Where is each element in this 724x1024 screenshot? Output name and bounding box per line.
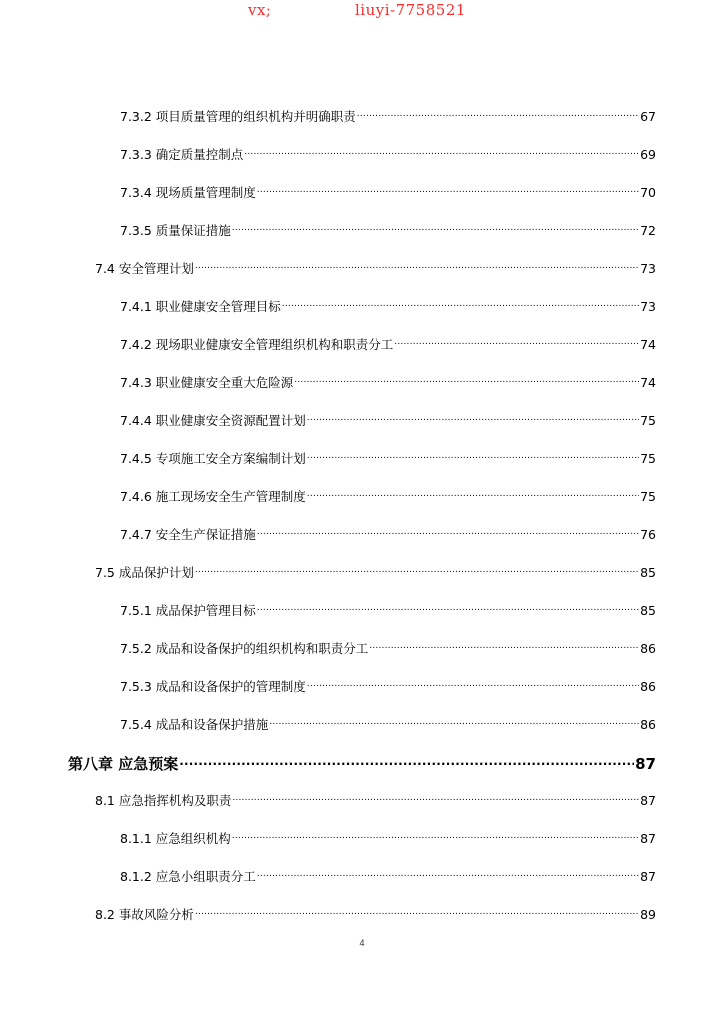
toc-dot-leader [179,749,634,769]
toc-entry-page: 72 [640,223,656,238]
toc-entry-page: 86 [640,641,656,656]
toc-entry-title: 7.4.3 职业健康安全重大危险源 [120,375,294,390]
toc-entry[interactable] [120,827,656,847]
toc-entry-page: 87 [640,831,656,846]
toc-entry[interactable] [120,143,656,163]
toc-entry[interactable] [120,219,656,239]
toc-entry-title: 7.4.5 专项施工安全方案编制计划 [120,451,306,466]
toc-entry-page: 75 [640,413,656,428]
toc-entry-page: 69 [640,147,656,162]
toc-entry-title: 7.5 成品保护计划 [95,565,194,580]
toc-entry-page: 75 [640,451,656,466]
toc-entry[interactable] [120,447,656,467]
toc-entry[interactable] [120,713,656,733]
toc-entry-page: 70 [640,185,656,200]
toc-entry-title: 第八章 应急预案 [68,755,179,773]
toc-entry-title: 7.4.7 安全生产保证措施 [120,527,256,542]
toc-entry[interactable] [120,599,656,619]
toc-entry-title: 8.1.1 应急组织机构 [120,831,231,846]
toc-dot-leader [195,257,639,273]
toc-dot-leader [257,181,639,197]
toc-dot-leader [195,561,639,577]
toc-entry-title: 8.2 事故风险分析 [95,907,194,922]
toc-dot-leader [294,371,639,387]
toc-entry[interactable] [95,903,656,923]
toc-entry[interactable] [95,789,656,809]
toc-entry-page: 86 [640,679,656,694]
toc-entry[interactable] [120,523,656,543]
toc-entry[interactable] [120,371,656,391]
toc-entry-page: 73 [640,261,656,276]
toc-entry[interactable] [120,333,656,353]
watermark-left-text: vx; [248,1,272,19]
toc-entry-title: 7.5.2 成品和设备保护的组织机构和职责分工 [120,641,369,656]
toc-dot-leader [307,675,639,691]
toc-dot-leader [394,333,639,349]
toc-entry-title: 8.1 应急指挥机构及职责 [95,793,232,808]
toc-dot-leader [195,903,639,919]
toc-entry-title: 7.3.4 现场质量管理制度 [120,185,256,200]
toc-entry[interactable] [120,105,656,125]
toc-dot-leader [244,143,639,159]
toc-entry[interactable] [120,865,656,885]
toc-entry-title: 7.4 安全管理计划 [95,261,194,276]
toc-entry-title: 7.5.3 成品和设备保护的管理制度 [120,679,306,694]
toc-entry-title: 7.5.1 成品保护管理目标 [120,603,256,618]
toc-entry[interactable] [120,295,656,315]
toc-entry[interactable] [68,749,656,774]
toc-dot-leader [269,713,639,729]
toc-dot-leader [357,105,639,121]
toc-entry-page: 74 [640,375,656,390]
toc-entry-page: 85 [640,603,656,618]
toc-entry-title: 7.4.2 现场职业健康安全管理组织机构和职责分工 [120,337,394,352]
toc-dot-leader [282,295,639,311]
toc-entry-page: 73 [640,299,656,314]
toc-dot-leader [257,865,639,881]
toc-dot-leader [257,523,639,539]
toc-entry-title: 7.4.1 职业健康安全管理目标 [120,299,281,314]
toc-dot-leader [307,447,639,463]
toc-entry-title: 7.3.2 项目质量管理的组织机构并明确职责 [120,109,356,124]
toc-entry[interactable] [120,637,656,657]
toc-entry-page: 87 [635,755,656,773]
toc-dot-leader [232,219,639,235]
toc-entry-page: 89 [640,907,656,922]
toc-entry-page: 75 [640,489,656,504]
toc-entry-page: 87 [640,869,656,884]
watermark-right-text: liuyi-7758521 [355,1,466,19]
toc-entry-page: 86 [640,717,656,732]
toc-entry-title: 7.4.6 施工现场安全生产管理制度 [120,489,306,504]
toc-entry-title: 7.5.4 成品和设备保护措施 [120,717,269,732]
toc-entry[interactable] [120,675,656,695]
toc-entry-page: 85 [640,565,656,580]
toc-entry[interactable] [95,257,656,277]
toc-entry-title: 8.1.2 应急小组职责分工 [120,869,256,884]
toc-entry-page: 87 [640,793,656,808]
toc-entry[interactable] [120,181,656,201]
toc-dot-leader [257,599,639,615]
toc-entry[interactable] [120,409,656,429]
page-number: 4 [359,938,365,948]
toc-entry[interactable] [95,561,656,581]
toc-dot-leader [307,485,639,501]
toc-entry-page: 67 [640,109,656,124]
toc-entry-page: 74 [640,337,656,352]
toc-dot-leader [232,789,639,805]
toc-entry-title: 7.3.5 质量保证措施 [120,223,231,238]
toc-dot-leader [232,827,639,843]
toc-dot-leader [369,637,639,653]
toc-entry[interactable] [120,485,656,505]
toc-entry-page: 76 [640,527,656,542]
watermark [0,0,724,24]
toc-entry-title: 7.3.3 确定质量控制点 [120,147,244,162]
toc-entry-title: 7.4.4 职业健康安全资源配置计划 [120,413,306,428]
toc-dot-leader [307,409,639,425]
